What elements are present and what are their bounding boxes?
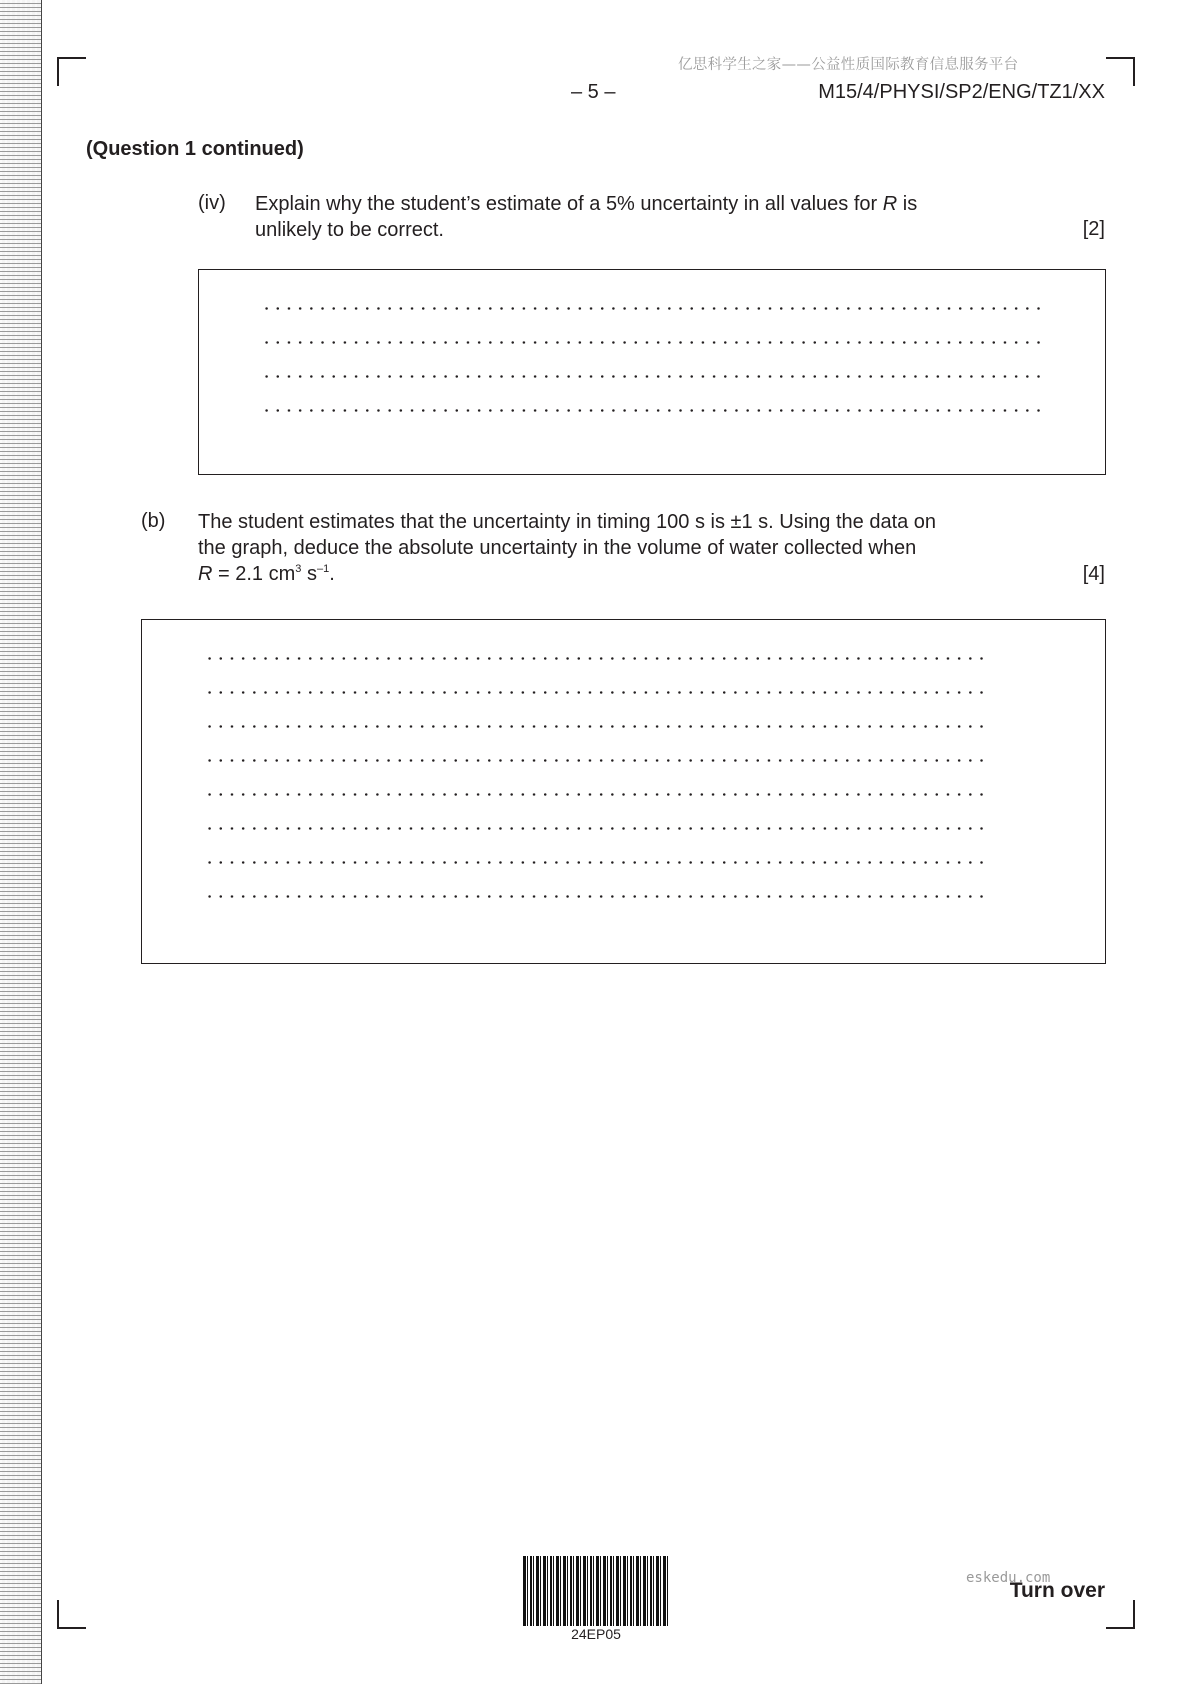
part-b-line-3-unit: s bbox=[301, 563, 317, 585]
binding-margin-strip bbox=[0, 0, 42, 1684]
answer-line bbox=[261, 375, 1047, 378]
barcode-text: 24EP05 bbox=[571, 1626, 621, 1642]
crop-mark-top-left bbox=[57, 57, 86, 86]
part-iv-line-1-post: is bbox=[897, 193, 918, 215]
crop-mark-bottom-right bbox=[1106, 1600, 1135, 1629]
part-iv-line-1 bbox=[255, 191, 917, 217]
crop-mark-bottom-left bbox=[57, 1600, 86, 1629]
part-iv-label: (iv) bbox=[198, 192, 226, 214]
exponent: –1 bbox=[316, 563, 330, 575]
answer-line bbox=[204, 827, 990, 830]
answer-line bbox=[261, 307, 1047, 310]
answer-line bbox=[204, 759, 990, 762]
part-b-line-1: The student estimates that the uncertainty in timing 100 s is ±1 s. Using the data on bbox=[198, 511, 937, 533]
part-b-line-2: the graph, deduce the absolute uncertainty in the volume of water collected when bbox=[198, 537, 917, 559]
answer-line bbox=[261, 341, 1047, 344]
barcode bbox=[523, 1556, 669, 1626]
turn-over-label: Turn over bbox=[1009, 1579, 1105, 1602]
part-b-line-3-equals: = 2.1 cm bbox=[212, 563, 296, 585]
crop-mark-top-right bbox=[1106, 57, 1135, 86]
answer-line bbox=[204, 725, 990, 728]
header-watermark: 亿思科学生之家——公益性质国际教育信息服务平台 bbox=[678, 57, 1019, 73]
answer-line bbox=[204, 657, 990, 660]
part-iv-line-1-pre: Explain why the student’s estimate of a 5% uncertainty in all values for bbox=[255, 193, 883, 215]
exponent: 3 bbox=[295, 563, 302, 575]
variable-r: R bbox=[198, 563, 213, 585]
part-b-question bbox=[198, 509, 936, 587]
footer-watermark: eskedu.com bbox=[966, 1570, 1051, 1586]
variable-r: R bbox=[882, 193, 898, 215]
part-b-marks: [4] bbox=[1082, 563, 1105, 585]
answer-line bbox=[204, 861, 990, 864]
answer-line bbox=[204, 691, 990, 694]
part-b-label: (b) bbox=[141, 510, 166, 532]
part-iv-marks: [2] bbox=[1082, 218, 1105, 240]
part-b-line-3 bbox=[198, 561, 936, 587]
page-number: – 5 – bbox=[571, 81, 616, 103]
answer-line bbox=[204, 793, 990, 796]
question-continued-heading: (Question 1 continued) bbox=[86, 138, 304, 160]
part-b-line-3-end: . bbox=[329, 563, 335, 585]
part-iv-question bbox=[255, 191, 917, 243]
part-iv-line-2: unlikely to be correct. bbox=[255, 219, 444, 241]
part-iv-answer-box[interactable] bbox=[198, 269, 1106, 475]
part-b-answer-box[interactable] bbox=[141, 619, 1106, 964]
paper-code: M15/4/PHYSI/SP2/ENG/TZ1/XX bbox=[818, 81, 1105, 103]
answer-line bbox=[261, 409, 1047, 412]
answer-line bbox=[204, 895, 990, 898]
